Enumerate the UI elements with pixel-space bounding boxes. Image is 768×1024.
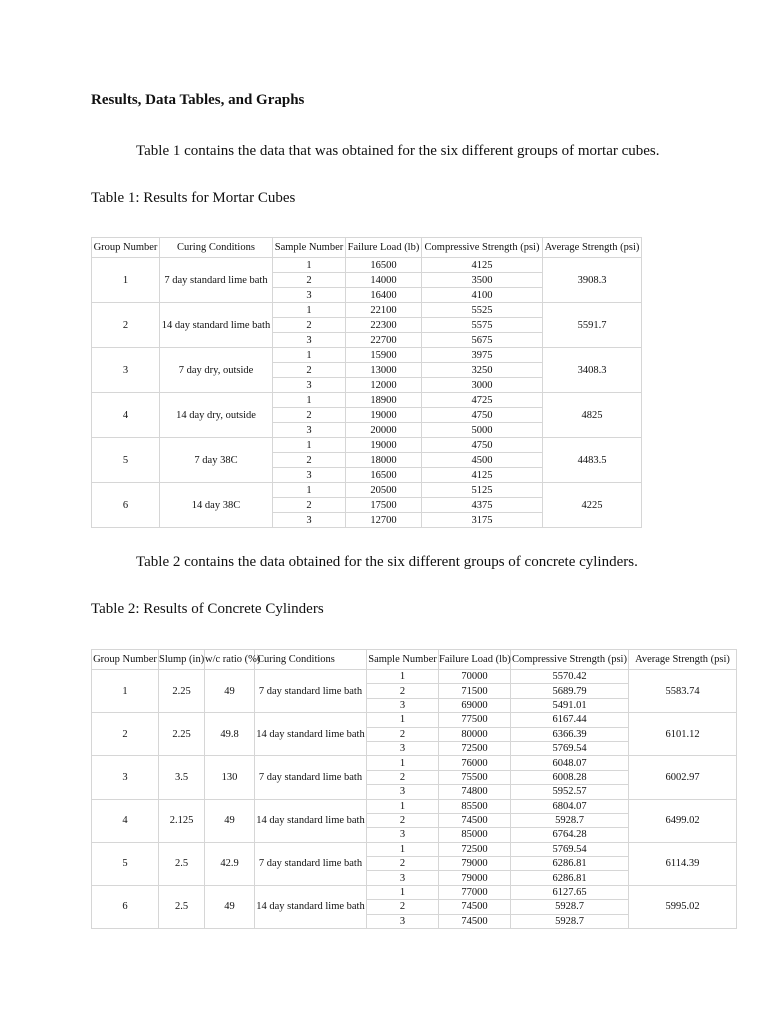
failure-load-cell: 80000: [439, 727, 511, 741]
failure-load-cell: 71500: [439, 684, 511, 698]
sample-number-cell: 1: [367, 885, 439, 899]
failure-load-cell: 16400: [346, 288, 422, 303]
compressive-strength-cell: 3175: [422, 513, 543, 528]
average-strength-cell: 4825: [543, 393, 642, 438]
compressive-strength-cell: 4500: [422, 453, 543, 468]
failure-load-cell: 12000: [346, 378, 422, 393]
failure-load-cell: 74500: [439, 900, 511, 914]
sample-number-cell: 3: [367, 828, 439, 842]
sample-number-cell: 2: [273, 318, 346, 333]
sample-number-cell: 1: [273, 258, 346, 273]
compressive-strength-cell: 6167.44: [511, 713, 629, 727]
concrete-cylinders-table-body: [92, 670, 737, 929]
failure-load-cell: 16500: [346, 468, 422, 483]
compressive-strength-cell: 5575: [422, 318, 543, 333]
curing-conditions-cell: 7 day standard lime bath: [160, 258, 273, 303]
sample-number-cell: 3: [367, 914, 439, 928]
failure-load-cell: 20000: [346, 423, 422, 438]
group-number-cell: 1: [92, 670, 159, 713]
group-number-cell: 6: [92, 483, 160, 528]
compressive-strength-cell: 4125: [422, 468, 543, 483]
compressive-strength-cell: 5491.01: [511, 698, 629, 712]
sample-number-cell: 1: [367, 713, 439, 727]
compressive-strength-cell: 5928.7: [511, 914, 629, 928]
failure-load-cell: 77500: [439, 713, 511, 727]
sample-number-cell: 3: [273, 288, 346, 303]
average-strength-cell: 6499.02: [629, 799, 737, 842]
compressive-strength-cell: 6286.81: [511, 871, 629, 885]
sample-number-cell: 2: [273, 498, 346, 513]
wc-ratio-cell: 49.8: [205, 713, 255, 756]
failure-load-cell: 79000: [439, 871, 511, 885]
compressive-strength-cell: 4100: [422, 288, 543, 303]
compressive-strength-cell: 6127.65: [511, 885, 629, 899]
wc-ratio-cell: 130: [205, 756, 255, 799]
compressive-strength-cell: 5675: [422, 333, 543, 348]
failure-load-cell: 17500: [346, 498, 422, 513]
group-number-cell: 4: [92, 799, 159, 842]
column-header: Curing Conditions: [160, 238, 273, 258]
sample-number-cell: 1: [367, 799, 439, 813]
compressive-strength-cell: 5928.7: [511, 813, 629, 827]
sample-number-cell: 1: [367, 756, 439, 770]
mortar-cubes-table-body: [92, 258, 642, 528]
sample-number-cell: 1: [367, 670, 439, 684]
sample-number-cell: 2: [367, 770, 439, 784]
compressive-strength-cell: 4750: [422, 408, 543, 423]
failure-load-cell: 85500: [439, 799, 511, 813]
failure-load-cell: 22700: [346, 333, 422, 348]
sample-number-cell: 3: [367, 698, 439, 712]
compressive-strength-cell: 3500: [422, 273, 543, 288]
compressive-strength-cell: 5769.54: [511, 842, 629, 856]
table-row: [92, 393, 642, 408]
failure-load-cell: 72500: [439, 842, 511, 856]
failure-load-cell: 74500: [439, 813, 511, 827]
failure-load-cell: 76000: [439, 756, 511, 770]
group-number-cell: 5: [92, 842, 159, 885]
failure-load-cell: 19000: [346, 408, 422, 423]
sample-number-cell: 3: [273, 333, 346, 348]
compressive-strength-cell: 5570.42: [511, 670, 629, 684]
column-header: Failure Load (lb): [439, 650, 511, 670]
sample-number-cell: 3: [367, 741, 439, 755]
sample-number-cell: 1: [273, 348, 346, 363]
sample-number-cell: 1: [273, 303, 346, 318]
failure-load-cell: 75500: [439, 770, 511, 784]
column-header: Average Strength (psi): [543, 238, 642, 258]
sample-number-cell: 2: [273, 273, 346, 288]
failure-load-cell: 19000: [346, 438, 422, 453]
table1-caption: Table 1: Results for Mortar Cubes: [91, 190, 296, 206]
compressive-strength-cell: 3250: [422, 363, 543, 378]
column-header: Sample Number: [367, 650, 439, 670]
average-strength-cell: 6101.12: [629, 713, 737, 756]
table-row: [92, 670, 737, 684]
curing-conditions-cell: 14 day standard lime bath: [255, 713, 367, 756]
table-row: [92, 756, 737, 770]
curing-conditions-cell: 14 day standard lime bath: [255, 885, 367, 928]
compressive-strength-cell: 5689.79: [511, 684, 629, 698]
compressive-strength-cell: 4750: [422, 438, 543, 453]
failure-load-cell: 74800: [439, 785, 511, 799]
sample-number-cell: 1: [367, 842, 439, 856]
compressive-strength-cell: 5525: [422, 303, 543, 318]
slump-cell: 2.25: [159, 713, 205, 756]
average-strength-cell: 5583.74: [629, 670, 737, 713]
mortar-cubes-table: [91, 237, 642, 528]
curing-conditions-cell: 7 day standard lime bath: [255, 670, 367, 713]
slump-cell: 2.5: [159, 842, 205, 885]
compressive-strength-cell: 5928.7: [511, 900, 629, 914]
group-number-cell: 2: [92, 303, 160, 348]
slump-cell: 2.125: [159, 799, 205, 842]
column-header: Group Number: [92, 238, 160, 258]
table-row: [92, 348, 642, 363]
group-number-cell: 4: [92, 393, 160, 438]
curing-conditions-cell: 14 day dry, outside: [160, 393, 273, 438]
curing-conditions-cell: 14 day 38C: [160, 483, 273, 528]
failure-load-cell: 85000: [439, 828, 511, 842]
sample-number-cell: 2: [273, 363, 346, 378]
table-row: [92, 303, 642, 318]
sample-number-cell: 2: [367, 900, 439, 914]
average-strength-cell: 3408.3: [543, 348, 642, 393]
curing-conditions-cell: 14 day standard lime bath: [255, 799, 367, 842]
compressive-strength-cell: 6764.28: [511, 828, 629, 842]
column-header: Average Strength (psi): [629, 650, 737, 670]
column-header: w/c ratio (%): [205, 650, 255, 670]
sample-number-cell: 1: [273, 393, 346, 408]
group-number-cell: 3: [92, 756, 159, 799]
failure-load-cell: 72500: [439, 741, 511, 755]
failure-load-cell: 16500: [346, 258, 422, 273]
sample-number-cell: 3: [273, 378, 346, 393]
curing-conditions-cell: 14 day standard lime bath: [160, 303, 273, 348]
failure-load-cell: 18000: [346, 453, 422, 468]
column-header: Group Number: [92, 650, 159, 670]
sample-number-cell: 2: [367, 813, 439, 827]
sample-number-cell: 2: [273, 408, 346, 423]
compressive-strength-cell: 4125: [422, 258, 543, 273]
group-number-cell: 6: [92, 885, 159, 928]
table-row: [92, 713, 737, 727]
wc-ratio-cell: 49: [205, 885, 255, 928]
compressive-strength-cell: 6008.28: [511, 770, 629, 784]
compressive-strength-cell: 6804.07: [511, 799, 629, 813]
sample-number-cell: 3: [367, 871, 439, 885]
slump-cell: 3.5: [159, 756, 205, 799]
failure-load-cell: 22300: [346, 318, 422, 333]
sample-number-cell: 2: [367, 727, 439, 741]
compressive-strength-cell: 5125: [422, 483, 543, 498]
failure-load-cell: 15900: [346, 348, 422, 363]
average-strength-cell: 5995.02: [629, 885, 737, 928]
sample-number-cell: 1: [273, 438, 346, 453]
table-row: [92, 483, 642, 498]
table-header-row: [92, 650, 737, 670]
compressive-strength-cell: 5769.54: [511, 741, 629, 755]
column-header: Curing Conditions: [255, 650, 367, 670]
sample-number-cell: 1: [273, 483, 346, 498]
average-strength-cell: 4483.5: [543, 438, 642, 483]
curing-conditions-cell: 7 day dry, outside: [160, 348, 273, 393]
group-number-cell: 3: [92, 348, 160, 393]
table-header-row: [92, 238, 642, 258]
failure-load-cell: 13000: [346, 363, 422, 378]
column-header: Failure Load (lb): [346, 238, 422, 258]
column-header: Compressive Strength (psi): [422, 238, 543, 258]
failure-load-cell: 70000: [439, 670, 511, 684]
failure-load-cell: 20500: [346, 483, 422, 498]
failure-load-cell: 69000: [439, 698, 511, 712]
sample-number-cell: 3: [367, 785, 439, 799]
column-header: Compressive Strength (psi): [511, 650, 629, 670]
average-strength-cell: 5591.7: [543, 303, 642, 348]
table-row: [92, 799, 737, 813]
column-header: Slump (in): [159, 650, 205, 670]
compressive-strength-cell: 6286.81: [511, 857, 629, 871]
failure-load-cell: 14000: [346, 273, 422, 288]
failure-load-cell: 77000: [439, 885, 511, 899]
compressive-strength-cell: 5000: [422, 423, 543, 438]
sample-number-cell: 3: [273, 513, 346, 528]
sample-number-cell: 2: [367, 857, 439, 871]
failure-load-cell: 74500: [439, 914, 511, 928]
wc-ratio-cell: 42.9: [205, 842, 255, 885]
column-header: Sample Number: [273, 238, 346, 258]
failure-load-cell: 18900: [346, 393, 422, 408]
group-number-cell: 5: [92, 438, 160, 483]
table-row: [92, 438, 642, 453]
average-strength-cell: 6002.97: [629, 756, 737, 799]
section-heading: Results, Data Tables, and Graphs: [91, 92, 305, 108]
table-row: [92, 842, 737, 856]
failure-load-cell: 12700: [346, 513, 422, 528]
table-row: [92, 258, 642, 273]
compressive-strength-cell: 4375: [422, 498, 543, 513]
sample-number-cell: 2: [273, 453, 346, 468]
wc-ratio-cell: 49: [205, 670, 255, 713]
concrete-cylinders-table: [91, 649, 737, 929]
sample-number-cell: 3: [273, 468, 346, 483]
sample-number-cell: 3: [273, 423, 346, 438]
compressive-strength-cell: 4725: [422, 393, 543, 408]
table-row: [92, 885, 737, 899]
compressive-strength-cell: 6366.39: [511, 727, 629, 741]
compressive-strength-cell: 3000: [422, 378, 543, 393]
group-number-cell: 2: [92, 713, 159, 756]
sample-number-cell: 2: [367, 684, 439, 698]
failure-load-cell: 22100: [346, 303, 422, 318]
compressive-strength-cell: 5952.57: [511, 785, 629, 799]
intro-paragraph-2: Table 2 contains the data obtained for the six different groups of concrete cylinders.: [136, 554, 638, 570]
average-strength-cell: 4225: [543, 483, 642, 528]
curing-conditions-cell: 7 day standard lime bath: [255, 756, 367, 799]
curing-conditions-cell: 7 day 38C: [160, 438, 273, 483]
curing-conditions-cell: 7 day standard lime bath: [255, 842, 367, 885]
average-strength-cell: 6114.39: [629, 842, 737, 885]
intro-paragraph-1: Table 1 contains the data that was obtained for the six different groups of mortar cubes.: [136, 143, 660, 159]
failure-load-cell: 79000: [439, 857, 511, 871]
slump-cell: 2.25: [159, 670, 205, 713]
table2-caption: Table 2: Results of Concrete Cylinders: [91, 601, 324, 617]
wc-ratio-cell: 49: [205, 799, 255, 842]
group-number-cell: 1: [92, 258, 160, 303]
slump-cell: 2.5: [159, 885, 205, 928]
compressive-strength-cell: 3975: [422, 348, 543, 363]
average-strength-cell: 3908.3: [543, 258, 642, 303]
compressive-strength-cell: 6048.07: [511, 756, 629, 770]
